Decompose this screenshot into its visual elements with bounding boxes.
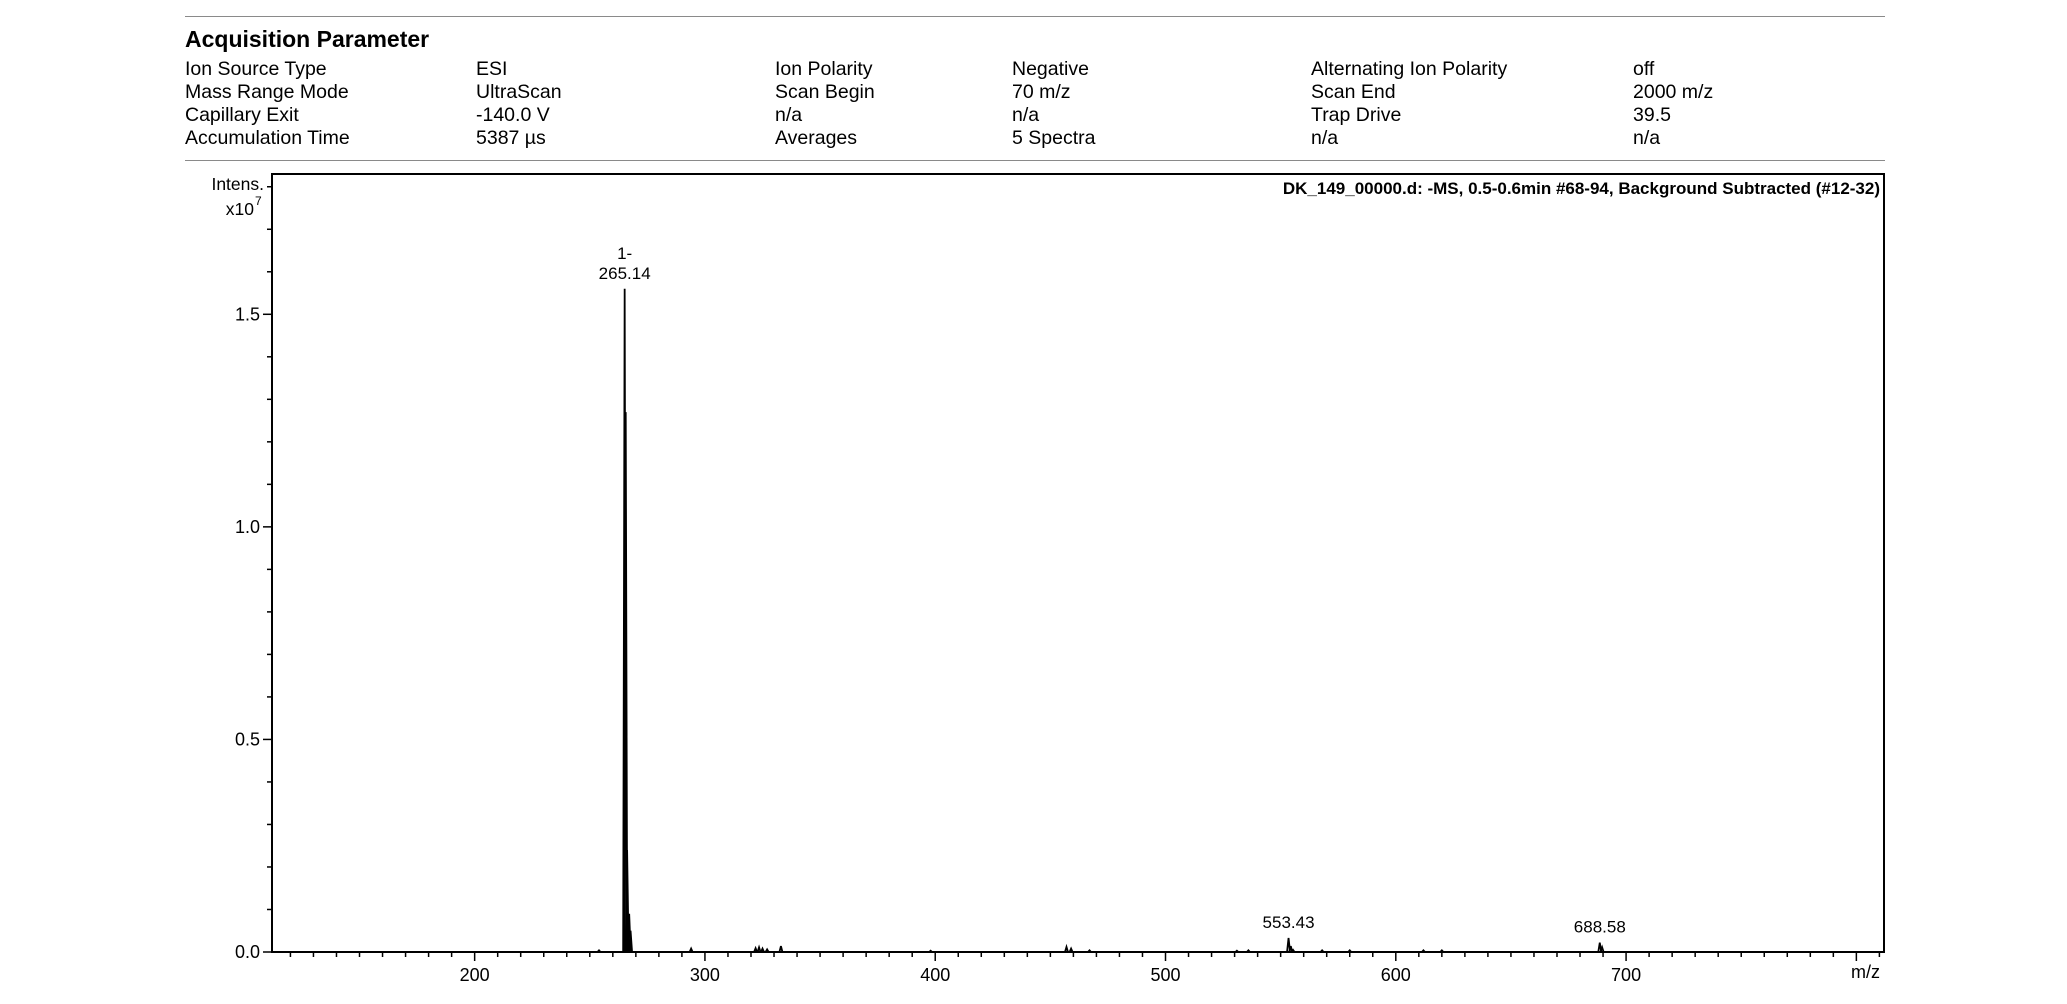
y-tick-label: 1.5: [234, 304, 260, 325]
peak-mz-label: 553.43: [1262, 912, 1315, 932]
x-tick-label: 400: [920, 965, 951, 985]
plot-frame: [272, 174, 1884, 952]
y-axis-exponent: 7: [255, 194, 262, 208]
peak-mz-label: 265.14: [598, 263, 651, 283]
y-tick-label: 0.0: [234, 942, 260, 962]
y-tick-label: 0.5: [234, 729, 260, 750]
param-label: Alternating Ion Polarity: [1311, 58, 1508, 80]
param-value: 39.5: [1633, 104, 1671, 126]
param-label: n/a: [775, 104, 803, 126]
param-label: Trap Drive: [1311, 104, 1402, 126]
spectrum-peak: [929, 951, 932, 952]
param-value: 5 Spectra: [1012, 127, 1096, 149]
param-label: Scan End: [1311, 81, 1396, 103]
param-label: Averages: [775, 127, 858, 149]
y-tick-label: 1.0: [234, 516, 260, 537]
y-axis-label: Intens.: [211, 174, 264, 194]
param-value: UltraScan: [476, 81, 562, 103]
peak-charge-label: 1-: [617, 243, 633, 263]
x-tick-label: 500: [1150, 965, 1181, 985]
acquisition-parameter-title: Acquisition Parameter: [185, 26, 430, 52]
param-value: Negative: [1012, 58, 1089, 80]
axis-ticks: [235, 187, 1879, 985]
spectrum-title: DK_149_00000.d: -MS, 0.5-0.6min #68-94, Background Subtracted (#12-32): [1282, 179, 1880, 198]
x-tick-label: 600: [1380, 965, 1411, 985]
x-tick-label: 200: [459, 965, 490, 985]
param-label: Accumulation Time: [185, 127, 350, 149]
param-value: 5387 µs: [476, 127, 546, 149]
x-tick-label: 700: [1611, 965, 1642, 985]
param-label: Mass Range Mode: [185, 81, 349, 103]
param-label: n/a: [1311, 127, 1339, 149]
param-label: Capillary Exit: [185, 104, 299, 126]
x-axis-label: m/z: [1851, 962, 1880, 982]
spectrum-peaks: [598, 289, 1604, 952]
param-value: ESI: [476, 58, 508, 80]
param-value: -140.0 V: [476, 104, 550, 126]
param-value: 70 m/z: [1012, 81, 1071, 103]
param-value: 2000 m/z: [1633, 81, 1714, 103]
param-value: n/a: [1012, 104, 1040, 126]
param-label: Ion Polarity: [775, 58, 873, 80]
param-label: Ion Source Type: [185, 58, 327, 80]
y-axis-unit: x10: [225, 199, 254, 219]
spectrum-peak: [1235, 951, 1238, 952]
peak-mz-label: 688.58: [1573, 917, 1626, 937]
x-tick-label: 300: [689, 965, 720, 985]
peak-labels: [599, 244, 1626, 937]
param-value: off: [1633, 58, 1655, 80]
param-label: Scan Begin: [775, 81, 875, 103]
param-value: n/a: [1633, 127, 1661, 149]
